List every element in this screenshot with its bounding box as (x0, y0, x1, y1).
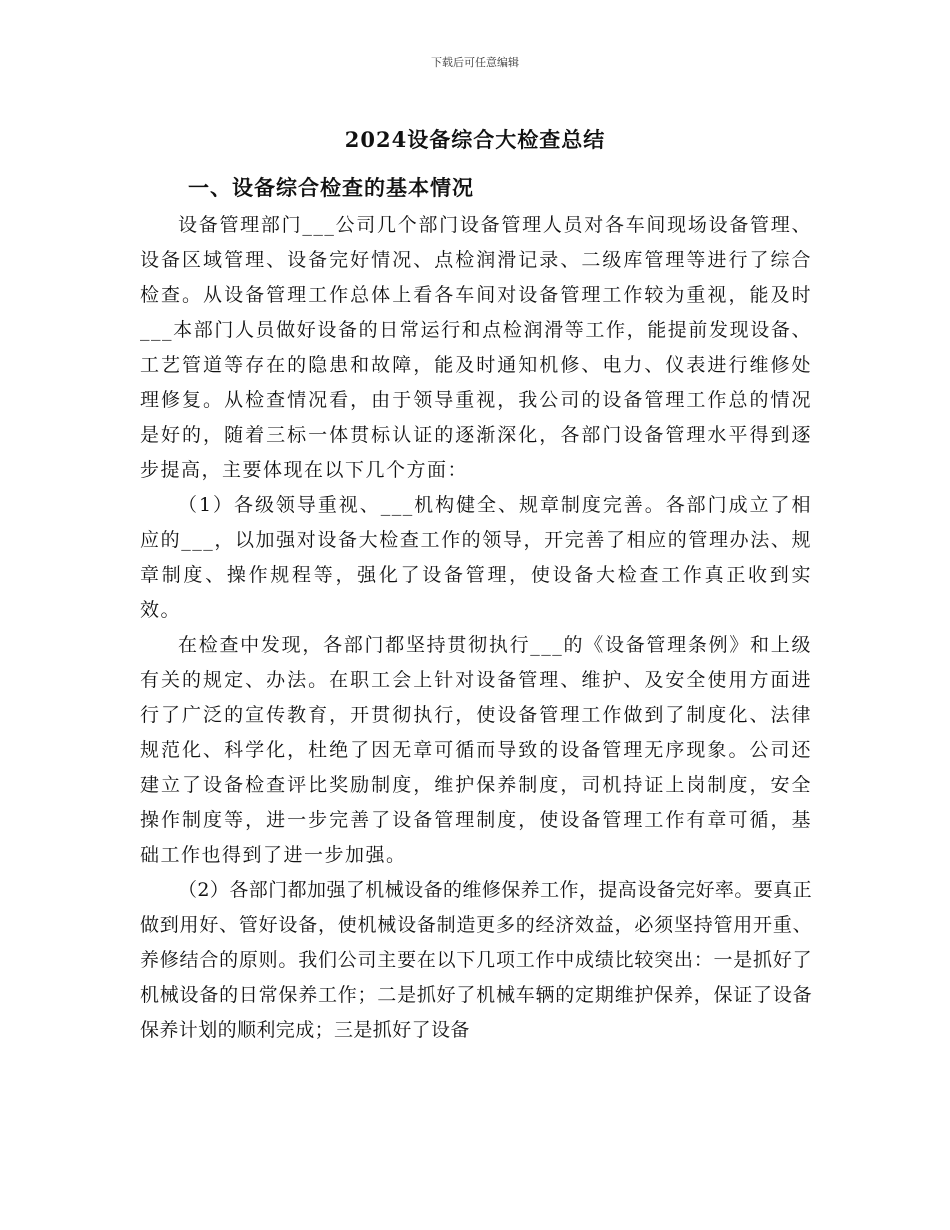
paragraph-intro: 设备管理部门___公司几个部门设备管理人员对各车间现场设备管理、设备区域管理、设备完好情况、点检润滑记录、二级库管理等进行了综合检查。从设备管理工作总体上看各车间对设备管理工作较为重视，能及时___本部门人员做好设备的日常运行和点检润滑等工作，能提前发现设备、工艺管道等存在的隐患和故障，能及时通知机修、电力、仪表进行维修处理修复。从检查情况看，由于领导重视，我公司的设备管理工作总的情况是好的，随着三标一体贯标认证的逐渐深化，各部门设备管理水平得到逐步提高，主要体现在以下几个方面： (140, 214, 812, 481)
paragraph-inspection: 在检查中发现，各部门都坚持贯彻执行___的《设备管理条例》和上级有关的规定、办法。在职工会上针对设备管理、维护、及安全使用方面进行了广泛的宣传教育，开贯彻执行，使设备管理工作做到了制度化、法律规范化、科学化，杜绝了因无章可循而导致的设备管理无序现象。公司还建立了设备检查评比奖励制度，维护保养制度，司机持证上岗制度，安全操作制度等，进一步完善了设备管理制度，使设备管理工作有章可循，基础工作也得到了进一步加强。 (140, 634, 812, 866)
paragraph-point-1: （1）各级领导重视、___机构健全、规章制度完善。各部门成立了相应的___，以加强对设备大检查工作的领导，开完善了相应的管理办法、规章制度、操作规程等，强化了设备管理，使设备大检查工作真正收到实效。 (140, 494, 812, 621)
document-title: 2024设备综合大检查总结 (344, 127, 606, 152)
section-heading: 一、设备综合检查的基本情况 (188, 175, 474, 200)
page-header: 下载后可任意编辑 (431, 56, 519, 69)
paragraph-point-2: （2）各部门都加强了机械设备的维修保养工作，提高设备完好率。要真正做到用好、管好设备，使机械设备制造更多的经济效益，必须坚持管用开重、养修结合的原则。我们公司主要在以下几项工作中成绩比较突出：一是抓好了机械设备的日常保养工作；二是抓好了机械车辆的定期维护保养，保证了设备保养计划的顺利完成；三是抓好了设备 (140, 879, 812, 1041)
document-body (140, 208, 812, 1048)
